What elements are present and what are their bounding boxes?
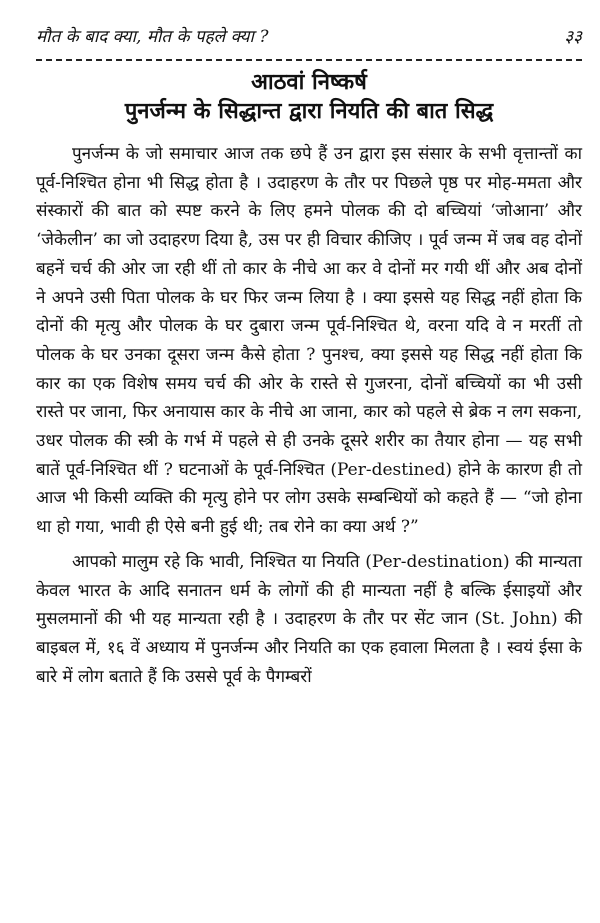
body-text: [36, 140, 582, 691]
page-header: [36, 24, 582, 47]
page-number: ३३: [564, 27, 582, 47]
running-title: मौत के बाद क्या, मौत के पहले क्या ?: [36, 27, 269, 47]
header-divider: [36, 59, 582, 61]
section-heading: [36, 68, 582, 126]
section-label: आठवां निष्कर्ष: [251, 69, 367, 95]
paragraph-2: आपको मालुम रहे कि भावी, निश्चित या नियति (Per-destination) की मान्यता केवल भारत के आदि सनातन धर्म के लोगों की ही मान्यता नहीं है बल्कि ईसाइयों और मुसलमानों की भी यह मान्यता रही है । उदाहरण के तौर पर सेंट जान (St. John) की बाइबल में, १६ वें अध्याय में पुनर्जन्म और नियति का एक हवाला मिलता है । स्वयं ईसा के बारे में लोग बताते हैं कि उससे पूर्व के पैगम्बरों: [36, 551, 582, 687]
section-title: पुनर्जन्म के सिद्धान्त द्वारा नियति की बात सिद्ध: [124, 98, 494, 124]
paragraph-1: पुनर्जन्म के जो समाचार आज तक छपे हैं उन द्वारा इस संसार के सभी वृत्तान्तों का पूर्व-निश्चित होना भी सिद्ध होता है । उदाहरण के तौर पर पिछले पृष्ठ पर मोह-ममता और संस्कारों की बात को स्पष्ट करने के लिए हमने पोलक की दो बच्चियां ‘जोआना’ और ‘जेकेलीन’ का जो उदाहरण दिया है, उस पर ही विचार कीजिए । पूर्व जन्म में जब वह दोनों बहनें चर्च की ओर जा रही थीं तो कार के नीचे आ कर वे दोनों मर गयी थीं और अब दोनों ने अपने उसी पिता पोलक के घर फिर जन्म लिया है । क्या इससे यह सिद्ध नहीं होता कि दोनों की मृत्यु और पोलक के घर दुबारा जन्म पूर्व-निश्चित थे, वरना यदि वे न मरतीं तो पोलक के घर उनका दूसरा जन्म कैसे होता ? पुनश्च, क्या इससे यह सिद्ध नहीं होता कि कार का एक विशेष समय चर्च की ओर के रास्ते से गुजरना, दोनों बच्चियों का भी उसी रास्ते पर जाना, फिर अनायास कार के नीचे आ जाना, कार को पहले से ब्रेक न लग सकना, उधर पोलक की स्त्री के गर्भ में पहले से ही उनके दूसरे शरीर का तैयार होना — यह सभी बातें पूर्व-निश्चित थीं ? घटनाओं के पूर्व-निश्चित (Per-destined) होने के कारण ही तो आज भी किसी व्यक्ति की मृत्यु होने पर लोग उसके सम्बन्धियों को कहते हैं — “जो होना था हो गया, भावी ही ऐसे बनी हुई थी; तब रोने का क्या अर्थ ?”: [36, 144, 582, 538]
